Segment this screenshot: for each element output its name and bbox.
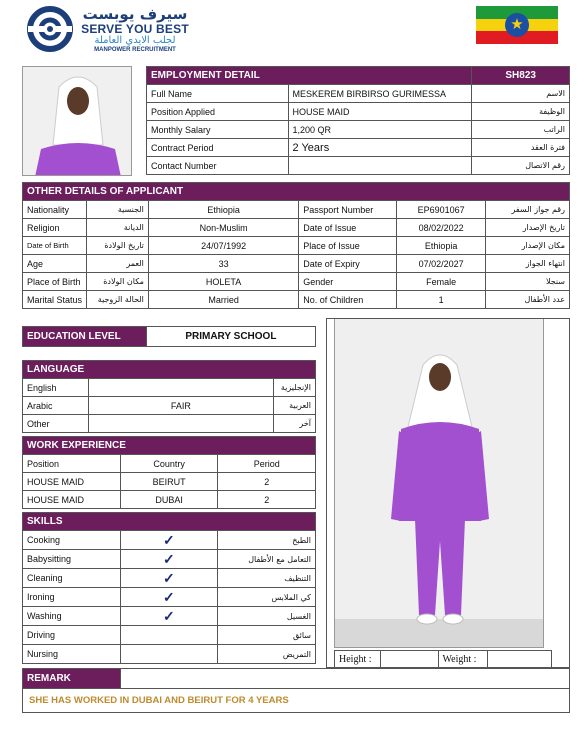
- other-details-table: [22, 182, 570, 309]
- detail-label-arabic: سنجلا: [486, 273, 570, 291]
- employment-row: [147, 103, 570, 121]
- skill-label: Ironing: [23, 588, 121, 607]
- flag-emblem-icon: ★: [505, 13, 529, 37]
- detail-value: Married: [148, 291, 298, 309]
- brand-name: SERVE YOU BEST: [81, 22, 189, 36]
- skill-label: Cleaning: [23, 569, 121, 588]
- skill-label-arabic: التمريض: [218, 645, 316, 664]
- skill-check-cell: [120, 645, 217, 664]
- checkmark-icon: ✓: [163, 531, 175, 548]
- skill-check-cell: [120, 569, 217, 588]
- skills-table: [22, 512, 316, 664]
- employment-detail-title: EMPLOYMENT DETAIL: [147, 67, 472, 85]
- work-row: [23, 491, 316, 509]
- skill-label-arabic: الغسيل: [218, 607, 316, 626]
- skill-check-cell: [120, 607, 217, 626]
- detail-label-arabic: الحالة الزوجية: [87, 291, 149, 309]
- employment-row: [147, 139, 570, 157]
- detail-value: Ethiopia: [148, 201, 298, 219]
- applicant-photo-full: [334, 318, 544, 648]
- language-table: [22, 360, 316, 433]
- language-label-arabic: الإنجليزية: [274, 379, 316, 397]
- work-row: [23, 473, 316, 491]
- detail-label: No. of Children: [299, 291, 397, 309]
- detail-value: 08/02/2022: [396, 219, 485, 237]
- employment-label-arabic: الراتب: [472, 121, 570, 139]
- work-header-country: Country: [120, 455, 218, 473]
- detail-label: Age: [23, 255, 87, 273]
- employment-label-arabic: الوظيفة: [472, 103, 570, 121]
- language-label-arabic: العربية: [274, 397, 316, 415]
- work-period: 2: [218, 491, 316, 509]
- skill-label: Cooking: [23, 531, 121, 550]
- employment-value: MESKEREM BIRBIRSO GURIMESSA: [288, 85, 472, 103]
- employment-row: [147, 157, 570, 175]
- applicant-photo-small: [22, 66, 132, 176]
- work-experience-title: WORK EXPERIENCE: [23, 437, 316, 455]
- employment-label-arabic: فترة العقد: [472, 139, 570, 157]
- detail-value: 07/02/2027: [396, 255, 485, 273]
- other-details-row: [23, 273, 570, 291]
- detail-value: Female: [396, 273, 485, 291]
- detail-label-arabic: انتهاء الجواز: [486, 255, 570, 273]
- language-value: FAIR: [88, 397, 273, 415]
- remark-table: [22, 668, 570, 713]
- skill-row: [23, 588, 316, 607]
- measures-table: [334, 650, 552, 669]
- language-value: [88, 379, 273, 397]
- employment-row: [147, 85, 570, 103]
- skill-label-arabic: كي الملابس: [218, 588, 316, 607]
- detail-label-arabic: رقم جواز السفر: [486, 201, 570, 219]
- work-experience-table: [22, 436, 316, 509]
- language-label-arabic: آخر: [274, 415, 316, 433]
- detail-label-arabic: تاريخ الإصدار: [486, 219, 570, 237]
- employment-value: 2 Years: [288, 139, 472, 157]
- language-row: [23, 415, 316, 433]
- detail-value: HOLETA: [148, 273, 298, 291]
- skill-label-arabic: سائق: [218, 626, 316, 645]
- work-country: BEIRUT: [120, 473, 218, 491]
- skill-row: [23, 645, 316, 664]
- detail-label-arabic: العمر: [87, 255, 149, 273]
- employment-row: [147, 121, 570, 139]
- skill-check-cell: [120, 531, 217, 550]
- skill-row: [23, 607, 316, 626]
- skill-label: Washing: [23, 607, 121, 626]
- detail-value: 1: [396, 291, 485, 309]
- detail-label: Place of Birth: [23, 273, 87, 291]
- work-position: HOUSE MAID: [23, 473, 121, 491]
- skill-check-cell: [120, 588, 217, 607]
- remark-text: SHE HAS WORKED IN DUBAI AND BEIRUT FOR 4 YEARS: [23, 689, 570, 713]
- logo-emblem-icon: [26, 6, 74, 52]
- other-details-row: [23, 291, 570, 309]
- detail-label-arabic: مكان الإصدار: [486, 237, 570, 255]
- weight-label: Weight :: [438, 651, 488, 669]
- skill-row: [23, 550, 316, 569]
- education-label: EDUCATION LEVEL: [23, 327, 147, 347]
- detail-value: EP6901067: [396, 201, 485, 219]
- detail-value: 24/07/1992: [148, 237, 298, 255]
- skill-check-cell: [120, 626, 217, 645]
- applicant-code: SH823: [472, 67, 570, 85]
- education-table: [22, 326, 316, 347]
- language-label: Other: [23, 415, 89, 433]
- checkmark-icon: ✓: [163, 569, 175, 586]
- employment-value: 1,200 QR: [288, 121, 472, 139]
- company-logo: [26, 5, 189, 53]
- language-row: [23, 397, 316, 415]
- skill-label: Nursing: [23, 645, 121, 664]
- language-value: [88, 415, 273, 433]
- work-country: DUBAI: [120, 491, 218, 509]
- skill-row: [23, 569, 316, 588]
- other-details-title: OTHER DETAILS OF APPLICANT: [23, 183, 570, 201]
- employment-label: Full Name: [147, 85, 289, 103]
- remark-blank: [120, 669, 569, 689]
- work-position: HOUSE MAID: [23, 491, 121, 509]
- work-period: 2: [218, 473, 316, 491]
- other-details-row: [23, 201, 570, 219]
- other-details-row: [23, 219, 570, 237]
- checkmark-icon: ✓: [163, 588, 175, 605]
- language-label: English: [23, 379, 89, 397]
- education-value: PRIMARY SCHOOL: [146, 327, 315, 347]
- checkmark-icon: ✓: [163, 607, 175, 624]
- skill-label: Babysitting: [23, 550, 121, 569]
- employment-label-arabic: الاسم: [472, 85, 570, 103]
- work-header-period: Period: [218, 455, 316, 473]
- height-value: [380, 651, 438, 669]
- brand-arabic-tagline: لجلب الايدي العاملة: [94, 35, 176, 46]
- brand-tagline: MANPOWER RECRUITMENT: [94, 47, 176, 53]
- employment-label: Contract Period: [147, 139, 289, 157]
- detail-label-arabic: عدد الأطفال: [486, 291, 570, 309]
- other-details-row: [23, 255, 570, 273]
- detail-label: Nationality: [23, 201, 87, 219]
- skill-check-cell: [120, 550, 217, 569]
- detail-value: Ethiopia: [396, 237, 485, 255]
- other-details-row: [23, 237, 570, 255]
- skill-row: [23, 626, 316, 645]
- employment-value: HOUSE MAID: [288, 103, 472, 121]
- skill-label-arabic: الطبخ: [218, 531, 316, 550]
- weight-value: [488, 651, 552, 669]
- detail-label: Place of Issue: [299, 237, 397, 255]
- employment-detail-table: [146, 66, 570, 175]
- brand-arabic-name: سيرف يوبست: [82, 5, 188, 23]
- detail-label-arabic: تاريخ الولادة: [87, 237, 149, 255]
- detail-label-arabic: مكان الولادة: [87, 273, 149, 291]
- employment-label-arabic: رقم الاتصال: [472, 157, 570, 175]
- detail-value: 33: [148, 255, 298, 273]
- remark-title: REMARK: [23, 669, 121, 689]
- detail-label: Date of Issue: [299, 219, 397, 237]
- detail-label-arabic: الجنسية: [87, 201, 149, 219]
- skill-label-arabic: التنظيف: [218, 569, 316, 588]
- ethiopia-flag: [476, 6, 558, 44]
- detail-label: Marital Status: [23, 291, 87, 309]
- detail-label: Date of Expiry: [299, 255, 397, 273]
- detail-value: Non-Muslim: [148, 219, 298, 237]
- employment-label: Contact Number: [147, 157, 289, 175]
- checkmark-icon: ✓: [163, 550, 175, 567]
- detail-label: Religion: [23, 219, 87, 237]
- skill-row: [23, 531, 316, 550]
- detail-label: Passport Number: [299, 201, 397, 219]
- language-title: LANGUAGE: [23, 361, 316, 379]
- skill-label-arabic: التعامل مع الأطفال: [218, 550, 316, 569]
- detail-label: Date of Birth: [23, 237, 87, 255]
- employment-label: Monthly Salary: [147, 121, 289, 139]
- skill-label: Driving: [23, 626, 121, 645]
- work-header-position: Position: [23, 455, 121, 473]
- employment-label: Position Applied: [147, 103, 289, 121]
- detail-label: Gender: [299, 273, 397, 291]
- detail-label-arabic: الديانة: [87, 219, 149, 237]
- height-label: Height :: [335, 651, 381, 669]
- language-row: [23, 379, 316, 397]
- language-label: Arabic: [23, 397, 89, 415]
- employment-value: [288, 157, 472, 175]
- skills-title: SKILLS: [23, 513, 316, 531]
